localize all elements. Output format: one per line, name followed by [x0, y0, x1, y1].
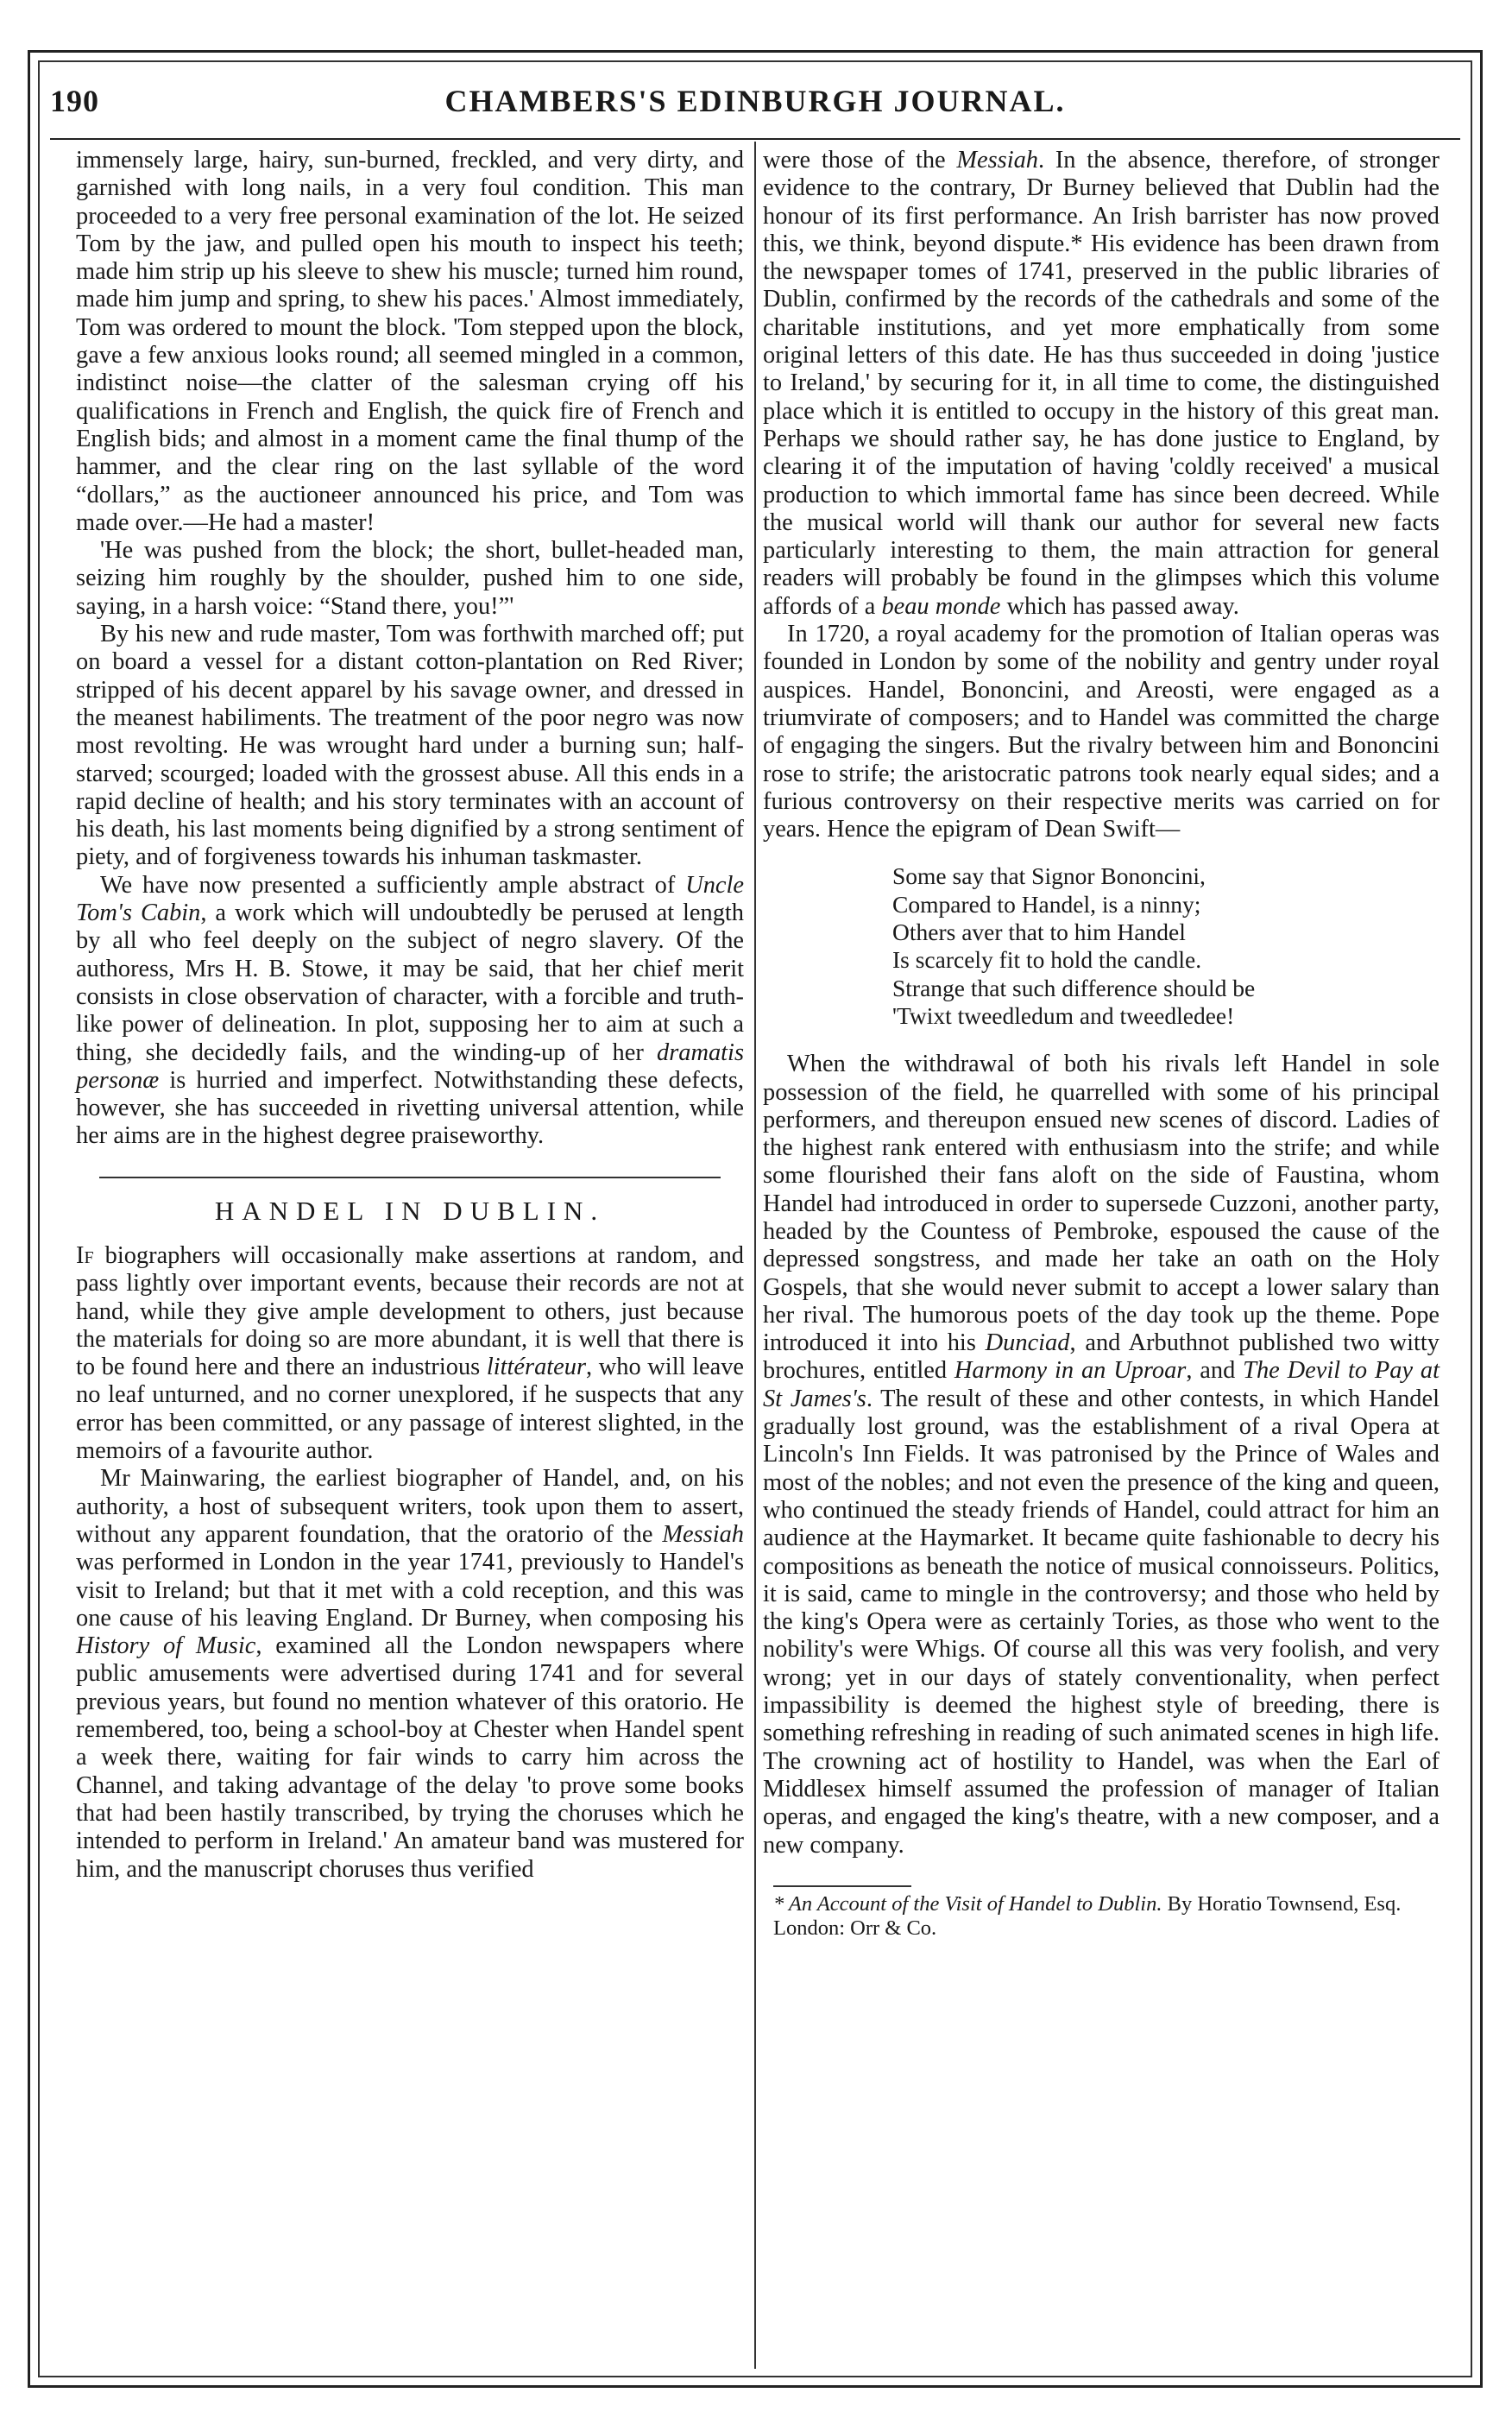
- epigram-poem: [892, 862, 1440, 1030]
- left-paragraph-6: [76, 1465, 744, 1883]
- poem-line: 'Twixt tweedledum and tweedledee!: [892, 1001, 1235, 1029]
- poem-line: Is scarcely fit to hold the candle.: [892, 946, 1202, 974]
- left-paragraph-5: [76, 1242, 744, 1465]
- footnote-text: By Horatio Townsend, Esq. London: Orr & Co.: [773, 1891, 1402, 1940]
- text-run: , and: [1186, 1357, 1244, 1385]
- right-paragraph-2: In 1720, a royal academy for the promotion of Italian operas was founded in London by some of the nobility and gentry under royal auspices. Handel, Bononcini, and Areosti, were engaged as a triumvirate of composers; and to Handel was committed the charge of engaging the singers. But the rivalry between him and Bononcini rose to strife; the aristocratic patrons took nearly equal sides; and a furious controversy on their respective merits was carried on for years. Hence the epigram of Dean Swift—: [763, 621, 1440, 843]
- text-run: . The result of these and other contests, in which Handel gradually lost ground, was the establishment of a rival Opera at Lincoln's Inn Fields. It was patronised by the Prince of Wales and most of the nobles; and not even the presence of the king and queen, who continued the steady friends of Handel, could attract for him an audience at the Haymarket. It became quite fashionable to decry his compositions as beneath the notice of musical connoisseurs. Politics, it is said, came to mingle in the controversy; and those who held by the king's Opera were as certainly Tories, as those who went to the nobility's were Whigs. Of course all this was very foolish, and very wrong; yet in our days of stately conventionality, when perfect impassibility is deemed the highest style of breeding, there is something refreshing in reading of such animated scenes in high life. The crowning act of hostility to Handel, was when the Earl of Middlesex himself assumed the profession of manager of Italian operas, and engaged the king's theatre, with a new composer, and a new company.: [763, 1385, 1440, 1859]
- text-run: , a work which will undoubtedly be perused at length by all who feel deeply on the subject of negro slavery. Of the authoress, Mrs H. B. Stowe, it may be said, that her chief merit consists in close observation of character, with a forcible and truth-like power of delineation. In plot, supposing her to aim at such a thing, she decidedly fails, and the winding-up of her: [76, 900, 745, 1066]
- footnote-rule: [773, 1885, 911, 1887]
- text-run: , examined all the London newspapers where public amusements were advertised during 1741 and for several previous years, but found no mention whatever of this oratorio. He remembered, too, being a school-boy at Chester when Handel spent a week there, waiting for fair winds to carry him across the Channel, and taking advantage of the delay 'to prove some books that had been hastily transcribed, by trying the choruses which he intended to perform in Ireland.' An amateur band was mustered for him, and the manuscript choruses thus verified: [76, 1632, 744, 1883]
- italic-title: The Devil to Pay at St James's: [763, 1357, 1440, 1412]
- text-run: biographers will occasionally make assertions at random, and pass lightly over important events, because their records are not at hand, while they give ample development to others, just because the materials for doing so are more abundant, it is well that there is to be found here and there an industrious: [76, 1241, 744, 1381]
- page-header: [50, 83, 1460, 133]
- italic-title: Messiah: [956, 147, 1038, 174]
- italic-title: Uncle Tom's Cabin: [76, 871, 744, 927]
- poem-line: Compared to Handel, is a ninny;: [892, 890, 1201, 918]
- right-paragraph-3: [763, 1051, 1440, 1859]
- left-column: [76, 147, 744, 1884]
- section-divider: [99, 1177, 721, 1178]
- footnote-title: * An Account of the Visit of Handel to Dublin.: [773, 1891, 1162, 1916]
- text-run: was performed in London in the year 1741, previously to Handel's visit to Ireland; but that it met with a cold reception, and this was one cause of his leaving England. Dr Burney, when composing his: [76, 1549, 744, 1632]
- section-title: HANDEL IN DUBLIN.: [214, 1195, 606, 1226]
- right-column: [763, 147, 1440, 1941]
- italic-title: Dunciad: [985, 1329, 1070, 1357]
- drop-cap: If: [76, 1241, 94, 1269]
- text-run: When the withdrawal of both his rivals left Handel in sole possession of the field, he quarrelled with some of his principal performers, and thereupon ensued new scenes of discord. Ladies of the highest rank entered with enthusiasm into the strife; and while some flourished their fans aloft on the side of Faustina, whom Handel had introduced in order to supersede Cuzzoni, another party, headed by the Countess of Pembroke, espoused the cause of the depressed songstress, and made her take an oath on the Holy Gospels, that she would never submit to accept a lower salary than her rival. The humorous poets of the day took up the theme. Pope introduced it into his: [763, 1051, 1440, 1357]
- header-rule: [50, 138, 1460, 140]
- text-run: were those of the: [763, 147, 957, 174]
- poem-line: Strange that such difference should be: [892, 974, 1256, 1001]
- poem-line: Some say that Signor Bononcini,: [892, 862, 1206, 890]
- left-paragraph-1: immensely large, hairy, sun-burned, freckled, and very dirty, and garnished with long nails, in a very foul condition. This man proceeded to a very free personal examination of the lot. He seized Tom by the jaw, and pulled open his mouth to inspect his teeth; made him strip up his sleeve to shew his muscle; turned him round, made him jump and spring, to shew his paces.' Almost immediately, Tom was ordered to mount the block. 'Tom stepped upon the block, gave a few anxious looks round; all seemed mingled in a common, indistinct noise—the clatter of the salesman crying off his qualifications in French and English, the quick fire of French and English bids; and almost in a moment came the final thump of the hammer, and the clear ring on the last syllable of the word “dollars,” as the auctioneer announced his price, and Tom was made over.—He had a master!: [76, 147, 744, 536]
- text-run: Mr Mainwaring, the earliest biographer of Handel, and, on his authority, a host of subsequent writers, took upon them to assert, without any apparent foundation, that the oratorio of the: [76, 1465, 744, 1548]
- left-paragraph-2: 'He was pushed from the block; the short, bullet-headed man, seizing him roughly by the shoulder, pushed him to one side, saying, in a harsh voice: “Stand there, you!”': [76, 537, 744, 620]
- italic-phrase: beau monde: [881, 592, 1001, 620]
- italic-word: littérateur: [486, 1354, 587, 1381]
- italic-title: History of Music: [76, 1632, 256, 1660]
- text-run: . In the absence, therefore, of stronger evidence to the contrary, Dr Burney believed that Dublin had the honour of its first performance. An Irish barrister has now proved this, we think, beyond dispute.* His evidence has been drawn from the newspaper tomes of 1741, preserved in the public libraries of Dublin, confirmed by the records of the cathedrals and some of the charitable institutions, and yet more emphatically from some original letters of this date. He has thus succeeded in doing 'justice to Ireland,' by securing for it, in all time to come, the distinguished place which it is entitled to occupy in the history of this great man. Perhaps we should rather say, he has done justice to England, by clearing it of the imputation of having 'coldly received' a musical production to which immortal fame has since been decreed. While the musical world will thank our author for several new facts particularly interesting to them, the main attraction for general readers will probably be found in the glimpses which this volume affords of a: [763, 147, 1440, 620]
- page-number: 190: [50, 84, 99, 118]
- text-run: , who will leave no leaf unturned, and no corner unexplored, if he suspects that any error has been committed, or any passage of interest slighted, in the memoirs of a favourite author.: [76, 1354, 745, 1465]
- left-paragraph-3: By his new and rude master, Tom was forthwith marched off; put on board a vessel for a distant cotton-plantation on Red River; stripped of his decent apparel by his savage owner, and dressed in the meanest habiliments. The treatment of the poor negro was now most revolting. He was wrought hard under a burning sun; half-starved; scourged; loaded with the grossest abuse. All this ends in a rapid decline of health; and his story terminates with an account of his death, his last moments being dignified by a strong sentiment of piety, and of forgiveness towards his inhuman taskmaster.: [76, 621, 744, 871]
- italic-title: Harmony in an Uproar: [954, 1357, 1187, 1385]
- right-paragraph-1: [763, 147, 1440, 621]
- footnote: [773, 1892, 1440, 1941]
- journal-title: CHAMBERS'S EDINBURGH JOURNAL.: [444, 84, 1066, 118]
- italic-title: Messiah: [662, 1520, 744, 1548]
- text-run: , and Arbuthnot published two witty brochures, entitled: [763, 1329, 1440, 1385]
- italic-phrase: dramatis personæ: [76, 1039, 744, 1094]
- text-run: is hurried and imperfect. Notwithstanding these defects, however, she has succeeded in rivetting universal attention, while her aims are in the highest degree praiseworthy.: [76, 1066, 744, 1150]
- column-divider: [754, 142, 756, 2369]
- left-paragraph-4: [76, 872, 744, 1151]
- text-run: which has passed away.: [1000, 592, 1239, 620]
- poem-line: Others aver that to him Handel: [892, 919, 1186, 946]
- text-run: We have now presented a sufficiently ample abstract of: [100, 871, 686, 899]
